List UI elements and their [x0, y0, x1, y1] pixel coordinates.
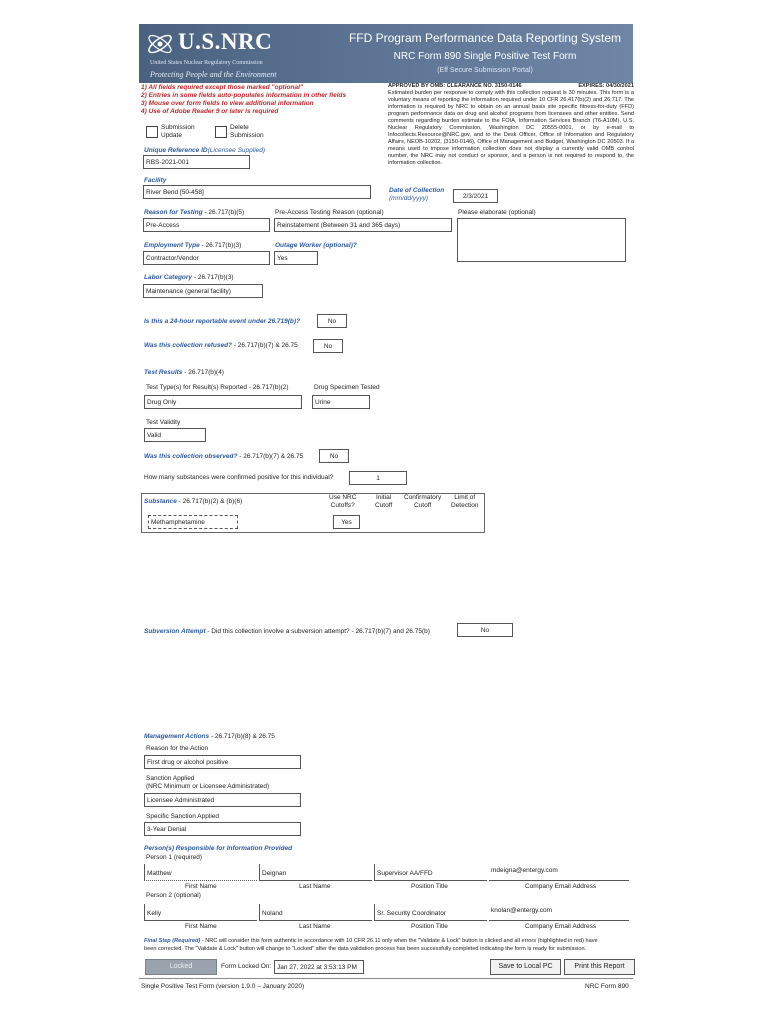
test-results-label: Test Results - 26.717(b)(4): [144, 369, 224, 376]
validity-select[interactable]: Valid: [144, 428, 206, 442]
reportable-select[interactable]: No: [317, 314, 347, 328]
p1-last-name-caption: Last Name: [299, 883, 331, 890]
reason-testing-label: Reason for Testing - 26.717(b)(5): [144, 209, 245, 216]
portal-label: (Eff Secure Submission Portal): [437, 67, 533, 74]
instruction-3: 3) Mouse over form fields to view additional information: [141, 100, 314, 107]
reason-testing-select[interactable]: Pre-Access: [143, 218, 270, 232]
omb-text: Estimated burden per response to comply with this collection request is 30 minutes. This form is a voluntary means of reporting the information required under 10 CFR 26.417(b)(2) and 26.717. The information is required by NRC to obtain on an annual basis site specific fitness-for-duty (FFD) program performance data on drug and alcohol programs from licensees and other entities. Send comments regarding burden estimate to the FOIA, Information Services Branch (T6-A10M), U.S. Nuclear Regulatory Commission, Washington DC 20555-0001, or by e-mail to Infocollects.Resource@NRC.gov, and to the Desk Officer, Office of Information and Regulatory Affairs, NEOB-10202, (3150-0146), Office of Management and Budget, Washington DC 20503. If a means used to impose information collection does not display a currently valid OMB control number, the NRC may not conduct or sponsor, and a person is not required to respond to, the information collection.: [388, 90, 634, 166]
person1-first-name[interactable]: Matthew: [144, 864, 257, 881]
substance-select[interactable]: Methamphetamine: [148, 515, 238, 529]
refused-select[interactable]: No: [313, 339, 343, 353]
footer-version: Single Positive Test Form (version 1.9.0 – January 2020): [141, 983, 305, 990]
omb-notice: [388, 83, 634, 167]
unique-ref-input[interactable]: RBS-2021-001: [143, 155, 250, 169]
date-format-label: (mm/dd/yyyy): [389, 195, 428, 202]
facility-label: Facility: [144, 177, 167, 184]
specific-sanction-label: Specific Sanction Applied: [146, 813, 219, 820]
footer-divider: [139, 978, 633, 979]
reason-action-label: Reason for the Action: [146, 745, 209, 752]
date-collection-label: Date of Collection: [389, 187, 445, 194]
elaborate-textarea[interactable]: [457, 218, 626, 262]
sanction-select[interactable]: Licensee Administrated: [144, 793, 301, 807]
outage-worker-label: Outage Worker (optional)?: [275, 242, 357, 249]
unique-ref-label: Unique Reference ID(Licensee Supplied): [144, 147, 266, 154]
outage-worker-select[interactable]: Yes: [274, 251, 318, 265]
employment-type-label: Employment Type - 26.717(b)(3): [144, 242, 242, 249]
p2-last-name-caption: Last Name: [299, 923, 331, 930]
submission-update-label: Submission Update: [161, 124, 195, 139]
col-initial-cutoff: Initial Cutoff: [375, 494, 393, 509]
nrc-logo: U.S.NRC: [178, 29, 273, 54]
validity-label: Test Validity: [146, 419, 181, 426]
final-step-line2: been corrected. The "Validate & Lock" button will change to "Locked" after the data validation process has been successfully completed indicating the form is ready for submission.: [144, 946, 587, 952]
observed-question: Was this collection observed? - 26.717(b)(7) & 26.75: [144, 453, 304, 460]
submission-update-checkbox[interactable]: [146, 126, 158, 138]
specific-sanction-select[interactable]: 3-Year Denial: [144, 822, 301, 836]
responsible-label: Person(s) Responsible for Information Provided: [144, 845, 293, 852]
person1-position[interactable]: Supervisor AA/FFD: [374, 864, 487, 881]
p2-email-caption: Company Email Address: [525, 923, 597, 930]
sanction-label: Sanction Applied: [146, 775, 195, 782]
person2-position[interactable]: Sr. Security Coordinator: [374, 904, 487, 921]
p2-position-caption: Position Title: [411, 923, 448, 930]
instruction-4: 4) Use of Adobe Reader 9 or later is required: [141, 108, 279, 115]
p1-first-name-caption: First Name: [185, 883, 217, 890]
person2-email[interactable]: knolan@entergy.com: [489, 904, 629, 921]
management-actions-label: Management Actions - 26.717(b)(8) & 26.75: [144, 733, 275, 740]
footer-form-number: NRC Form 890: [585, 983, 629, 990]
elaborate-label: Please elaborate (optional): [458, 209, 536, 216]
labor-category-label: Labor Category - 26.717(b)(3): [144, 274, 234, 281]
specimen-select[interactable]: Urine: [312, 395, 370, 409]
p2-first-name-caption: First Name: [185, 923, 217, 930]
reportable-question: Is this a 24-hour reportable event under 26.719(b)?: [144, 318, 301, 325]
instruction-1: 1) All fields required except those marked "optional": [141, 84, 303, 91]
print-report-button[interactable]: Print this Report: [564, 959, 635, 975]
date-collection-input[interactable]: 2/3/2021: [453, 189, 498, 203]
specimen-label: Drug Specimen Tested: [314, 384, 380, 391]
test-types-select[interactable]: Drug Only: [144, 395, 302, 409]
omb-approved: APPROVED BY OMB: CLEARANCE NO. 3150-0146: [388, 83, 522, 89]
refused-question: Was this collection refused? - 26.717(b)(7) & 26.75: [144, 342, 298, 349]
pre-access-reason-select[interactable]: Reinstatement (Between 31 and 365 days): [274, 218, 452, 232]
col-limit-detection: Limit of Detection: [451, 494, 479, 509]
nrc-atom-icon: [145, 29, 175, 59]
person2-label: Person 2 (optional): [146, 892, 201, 899]
p1-position-caption: Position Title: [411, 883, 448, 890]
subversion-select[interactable]: No: [457, 623, 513, 637]
instruction-2: 2) Entries in some fields auto-populates information in other fields: [141, 92, 347, 99]
delete-submission-checkbox[interactable]: [215, 126, 227, 138]
col-nrc-cutoffs: Use NRC Cutoffs?: [329, 494, 357, 509]
person2-last-name[interactable]: Noland: [259, 904, 372, 921]
locked-button[interactable]: Locked: [145, 959, 217, 975]
omb-expires: EXPIRES: 04/30/2021: [578, 83, 634, 89]
form-title: NRC Form 890 Single Positive Test Form: [393, 51, 577, 62]
substances-count-input[interactable]: 1: [349, 471, 407, 485]
delete-submission-label: Delete Submission: [230, 124, 264, 139]
save-to-local-pc-button[interactable]: Save to Local PC: [490, 959, 561, 975]
form-locked-on-label: Form Locked On:: [221, 963, 272, 970]
employment-type-select[interactable]: Contractor/Vendor: [143, 251, 270, 265]
observed-select[interactable]: No: [319, 449, 349, 463]
col-confirmatory-cutoff: Confirmatory Cutoff: [404, 494, 442, 509]
person1-label: Person 1 (required): [146, 854, 202, 861]
test-types-label: Test Type(s) for Result(s) Reported - 26.717(b)(2): [146, 384, 289, 391]
system-title: FFD Program Performance Data Reporting System: [348, 31, 622, 45]
sanction-note: (NRC Minimum or Licensee Administrated): [146, 783, 270, 790]
subversion-question: Subversion Attempt - Did this collection involve a subversion attempt? - 26.717(b)(7) and 26.75(b): [144, 628, 430, 635]
p1-email-caption: Company Email Address: [525, 883, 597, 890]
substances-count-question: How many substances were confirmed positive for this individual?: [144, 474, 334, 481]
substance-header: Substance - 26.717(b)(2) & (b)(6): [144, 498, 243, 505]
facility-input[interactable]: River Bend [50-458]: [143, 185, 371, 199]
person2-first-name[interactable]: Kelly: [144, 904, 257, 921]
logo-tagline: Protecting People and the Environment: [150, 70, 277, 79]
person1-last-name[interactable]: Deignan: [259, 864, 372, 881]
logo-subtitle: United States Nuclear Regulatory Commission: [150, 60, 263, 66]
form-locked-on-value: Jan 27, 2022 at 3:53:13 PM: [274, 960, 364, 974]
reason-action-select[interactable]: First drug or alcohol positive: [144, 755, 301, 769]
person1-email[interactable]: mdeigna@entergy.com: [489, 864, 629, 881]
final-step-line1: Final Step (Required) - NRC will consider this form authentic in accordance with 10 CFR 26.11 only when the "Validate & Lock" button is clicked and all errors (highlighted in red) have: [144, 938, 598, 944]
labor-category-select[interactable]: Maintenance (general facility): [143, 284, 263, 298]
use-nrc-cutoffs-select[interactable]: Yes: [333, 515, 360, 529]
pre-access-reason-label: Pre-Access Testing Reason (optional): [275, 209, 384, 216]
